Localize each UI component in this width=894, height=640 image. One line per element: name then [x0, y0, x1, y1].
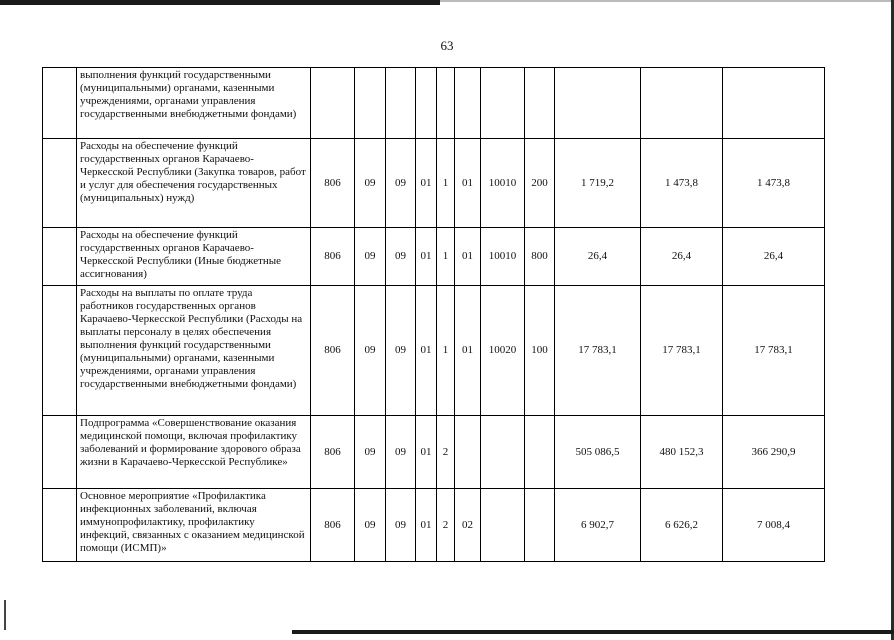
direction-code-cell	[481, 416, 525, 489]
amount-year2-cell: 480 152,3	[641, 416, 723, 489]
amount-year1-cell	[555, 68, 641, 139]
amount-year3-cell: 7 008,4	[723, 489, 825, 562]
amount-year3-cell: 1 473,8	[723, 139, 825, 228]
page-number: 63	[440, 38, 454, 53]
expense-type-code-cell	[525, 416, 555, 489]
direction-code-cell	[481, 489, 525, 562]
main-activity-code-cell: 02	[455, 489, 481, 562]
expense-name-cell: Расходы на обеспечение функций государственных органов Карачаево-Черкесской Республики (Закупка товаров, работ и услуг для обеспечения государственных (муниципальных) нужд)	[77, 139, 311, 228]
program-code-cell: 01	[416, 286, 437, 416]
expense-type-code-cell	[525, 68, 555, 139]
table-row	[43, 489, 825, 562]
amount-year2-cell: 1 473,8	[641, 139, 723, 228]
budget-table	[42, 67, 825, 562]
expense-type-code-cell: 100	[525, 286, 555, 416]
expense-name-cell: Подпрограмма «Совершенствование оказания медицинской помощи, включая профилактику заболеваний и формирование здорового образа жизни в Карачаево-Черкесской Республике»	[77, 416, 311, 489]
expense-name-cell: Расходы на выплаты по оплате труда работников государственных органов Карачаево-Черкесской Республики (Расходы на выплаты персоналу в целях обеспечения выполнения функций государственными (муниципальными) органами, казенными учреждениями, органами управления государственными внебюджетными фондами)	[77, 286, 311, 416]
subsection-code-cell: 09	[386, 139, 416, 228]
grbs-code-cell: 806	[311, 286, 355, 416]
amount-year2-cell: 6 626,2	[641, 489, 723, 562]
subprogram-code-cell: 2	[437, 416, 455, 489]
subprogram-code-cell: 1	[437, 139, 455, 228]
table-row	[43, 68, 825, 139]
subsection-code-cell: 09	[386, 286, 416, 416]
amount-year1-cell: 26,4	[555, 228, 641, 286]
section-code-cell: 09	[355, 228, 386, 286]
grbs-code-cell: 806	[311, 139, 355, 228]
main-activity-code-cell: 01	[455, 139, 481, 228]
expense-name-cell: Расходы на обеспечение функций государственных органов Карачаево-Черкесской Республики (Иные бюджетные ассигнования)	[77, 228, 311, 286]
amount-year1-cell: 6 902,7	[555, 489, 641, 562]
main-activity-code-cell	[455, 68, 481, 139]
subprogram-code-cell	[437, 68, 455, 139]
expense-type-code-cell	[525, 489, 555, 562]
program-code-cell: 01	[416, 416, 437, 489]
direction-code-cell	[481, 68, 525, 139]
scan-border-top	[0, 0, 440, 5]
scan-border-bottom	[292, 630, 894, 634]
subprogram-code-cell: 1	[437, 286, 455, 416]
expense-name-cell: выполнения функций государственными (муниципальными) органами, казенными учреждениями, органами управления государственными внебюджетными фондами)	[77, 68, 311, 139]
grbs-code-cell: 806	[311, 228, 355, 286]
direction-code-cell: 10020	[481, 286, 525, 416]
main-activity-code-cell: 01	[455, 228, 481, 286]
section-code-cell: 09	[355, 489, 386, 562]
program-code-cell: 01	[416, 228, 437, 286]
amount-year3-cell: 17 783,1	[723, 286, 825, 416]
row-number-cell	[43, 228, 77, 286]
amount-year1-cell: 1 719,2	[555, 139, 641, 228]
table-row	[43, 416, 825, 489]
section-code-cell: 09	[355, 139, 386, 228]
amount-year3-cell	[723, 68, 825, 139]
row-number-cell	[43, 68, 77, 139]
subsection-code-cell	[386, 68, 416, 139]
scan-mark-left	[4, 600, 6, 630]
amount-year1-cell: 505 086,5	[555, 416, 641, 489]
grbs-code-cell: 806	[311, 416, 355, 489]
amount-year2-cell	[641, 68, 723, 139]
subprogram-code-cell: 2	[437, 489, 455, 562]
direction-code-cell: 10010	[481, 228, 525, 286]
amount-year1-cell: 17 783,1	[555, 286, 641, 416]
amount-year2-cell: 26,4	[641, 228, 723, 286]
expense-type-code-cell: 200	[525, 139, 555, 228]
subsection-code-cell: 09	[386, 228, 416, 286]
section-code-cell	[355, 68, 386, 139]
row-number-cell	[43, 139, 77, 228]
amount-year3-cell: 26,4	[723, 228, 825, 286]
program-code-cell: 01	[416, 489, 437, 562]
amount-year2-cell: 17 783,1	[641, 286, 723, 416]
table-row	[43, 286, 825, 416]
row-number-cell	[43, 416, 77, 489]
main-activity-code-cell	[455, 416, 481, 489]
section-code-cell: 09	[355, 416, 386, 489]
subsection-code-cell: 09	[386, 489, 416, 562]
grbs-code-cell: 806	[311, 489, 355, 562]
program-code-cell	[416, 68, 437, 139]
amount-year3-cell: 366 290,9	[723, 416, 825, 489]
row-number-cell	[43, 286, 77, 416]
table-row	[43, 139, 825, 228]
grbs-code-cell	[311, 68, 355, 139]
subsection-code-cell: 09	[386, 416, 416, 489]
row-number-cell	[43, 489, 77, 562]
subprogram-code-cell: 1	[437, 228, 455, 286]
expense-name-cell: Основное мероприятие «Профилактика инфекционных заболеваний, включая иммунопрофилактику, профилактику инфекций, связанных с оказанием медицинской помощи (ИСМП)»	[77, 489, 311, 562]
program-code-cell: 01	[416, 139, 437, 228]
main-activity-code-cell: 01	[455, 286, 481, 416]
section-code-cell: 09	[355, 286, 386, 416]
table-row	[43, 228, 825, 286]
expense-type-code-cell: 800	[525, 228, 555, 286]
direction-code-cell: 10010	[481, 139, 525, 228]
